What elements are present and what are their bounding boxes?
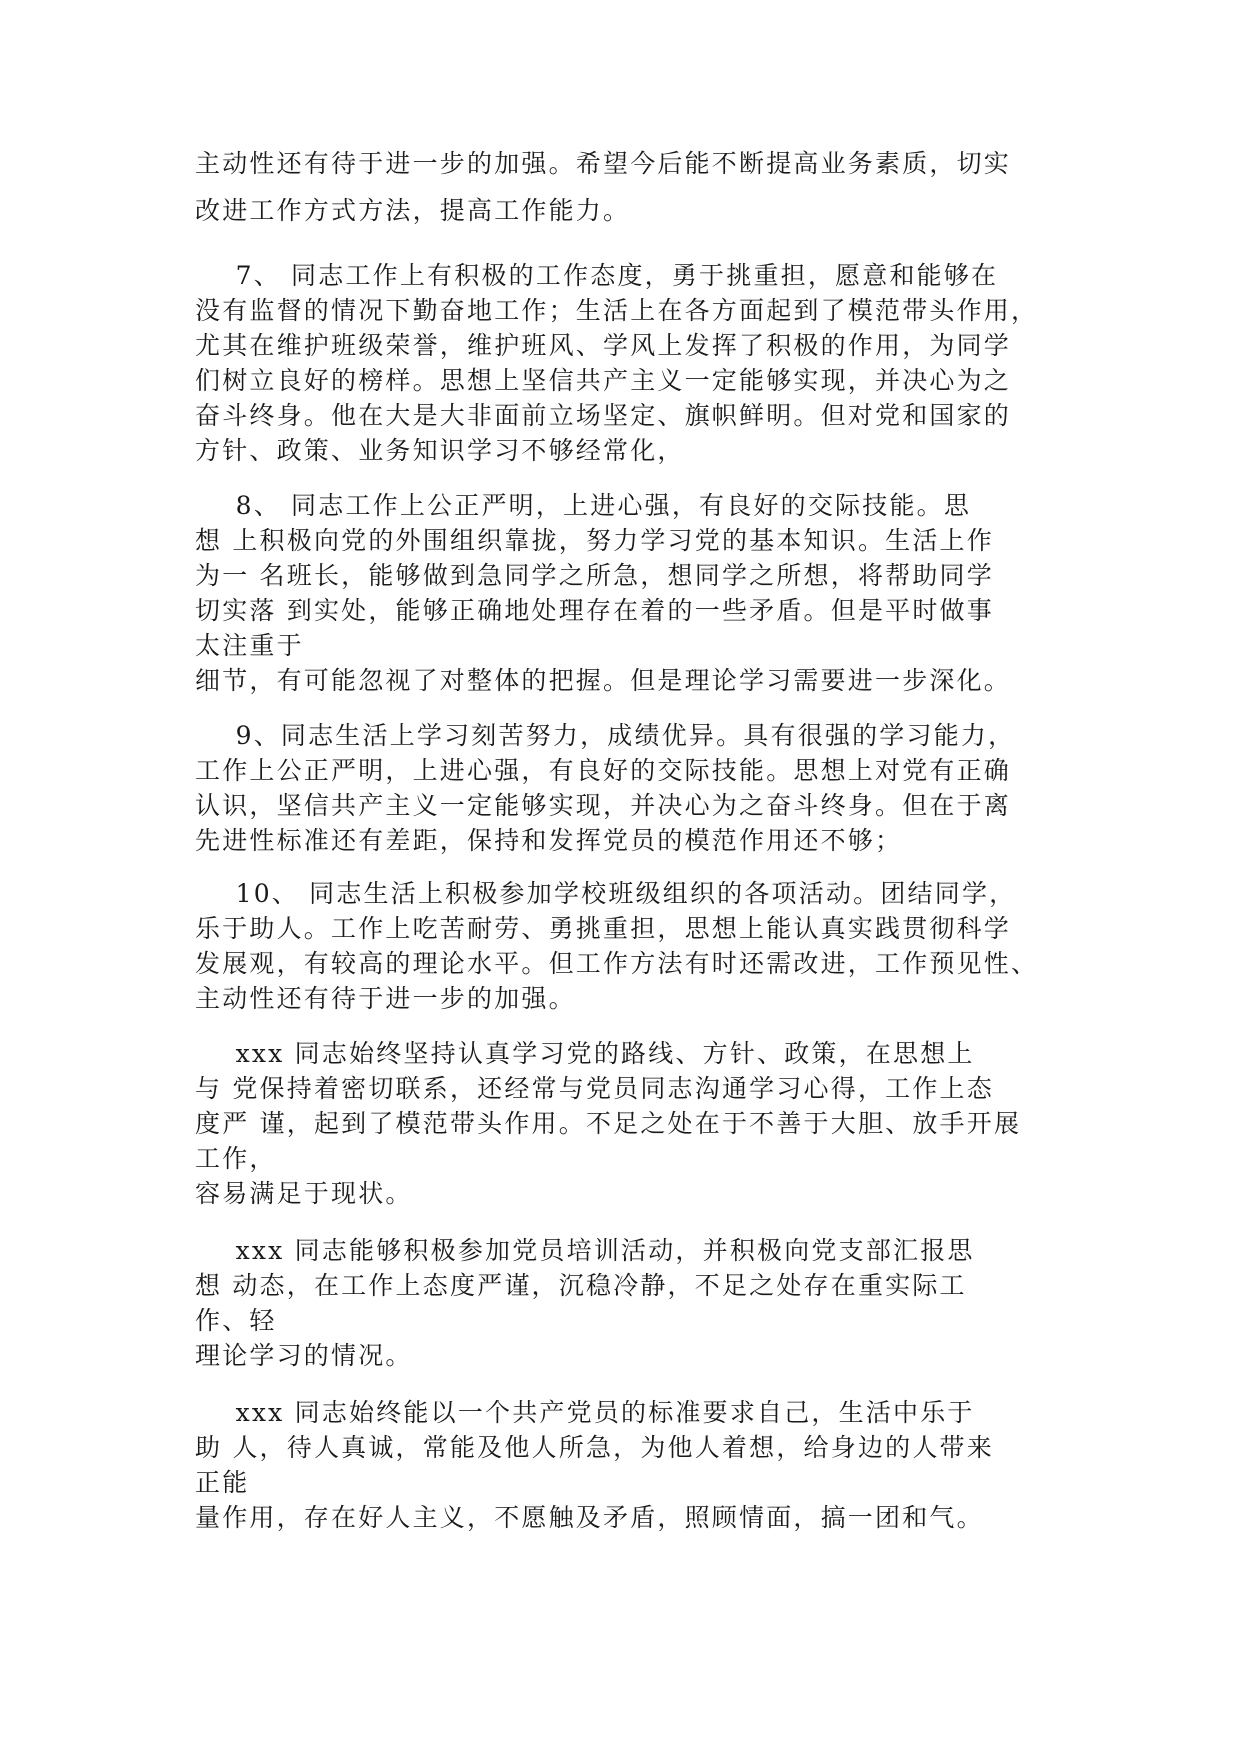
- paragraph-3: [195, 488, 1075, 698]
- text-line: 助 人，待人真诚，常能及他人所急，为他人着想，给身边的人带来: [195, 1433, 994, 1462]
- text-line: 8、 同志工作上公正严明，上进心强，有良好的交际技能。思: [195, 491, 972, 520]
- text-line: 与 党保持着密切联系，还经常与党员同志沟通学习心得，工作上态: [195, 1074, 994, 1103]
- text-line: 度严 谨，起到了模范带头作用。不足之处在于不善于大胆、放手开展: [195, 1109, 1022, 1138]
- text-line: 认识，坚信共产主义一定能够实现，并决心为之奋斗终身。但在于离: [195, 791, 1012, 820]
- text-line: 太注重于: [195, 631, 304, 660]
- paragraph-2: [195, 258, 1075, 468]
- paragraph-8: [195, 1395, 1075, 1535]
- text-line: 容易满足于现状。: [195, 1179, 413, 1208]
- text-line: 作、轻: [195, 1306, 277, 1335]
- text-line: 7、 同志工作上有积极的工作态度，勇于挑重担，愿意和能够在: [195, 261, 999, 290]
- text-line: 发展观，有较高的理论水平。但工作方法有时还需改进，工作预见性、: [195, 949, 1039, 978]
- text-line: 主动性还有待于进一步的加强。: [195, 984, 576, 1013]
- text-line: 10、 同志生活上积极参加学校班级组织的各项活动。团结同学，: [195, 879, 1017, 908]
- paragraph-1: [195, 146, 1075, 228]
- text-line: 没有监督的情况下勤奋地工作；生活上在各方面起到了模范带头作用，: [195, 296, 1039, 325]
- text-line: 尤其在维护班级荣誉，维护班风、学风上发挥了积极的作用，为同学: [195, 331, 1012, 360]
- text-line: 们树立良好的榜样。思想上坚信共产主义一定能够实现，并决心为之: [195, 366, 1012, 395]
- paragraph-7: [195, 1233, 1075, 1373]
- text-line: xxx 同志能够积极参加党员培训活动，并积极向党支部汇报思: [195, 1236, 975, 1265]
- text-line: xxx 同志始终能以一个共产党员的标准要求自己，生活中乐于: [195, 1398, 975, 1427]
- paragraph-6: [195, 1036, 1075, 1211]
- text-line: 9、同志生活上学习刻苦努力，成绩优异。具有很强的学习能力，: [195, 721, 1016, 750]
- paragraph-5: [195, 876, 1075, 1016]
- text-line: 为一 名班长，能够做到急同学之所急，想同学之所想，将帮助同学: [195, 561, 994, 590]
- document-body: [195, 146, 1075, 1535]
- text-line: 乐于助人。工作上吃苦耐劳、勇挑重担，思想上能认真实践贯彻科学: [195, 914, 1012, 943]
- text-line: 改进工作方式方法，提高工作能力。: [195, 196, 631, 225]
- text-line: 想 动态，在工作上态度严谨，沉稳冷静，不足之处存在重实际工: [195, 1271, 967, 1300]
- text-line: 主动性还有待于进一步的加强。希望今后能不断提高业务素质，切实: [195, 149, 1012, 178]
- text-line: 先进性标准还有差距，保持和发挥党员的模范作用还不够；: [195, 826, 903, 855]
- text-line: 切实落 到实处，能够正确地处理存在着的一些矛盾。但是平时做事: [195, 596, 994, 625]
- text-line: 奋斗终身。他在大是大非面前立场坚定、旗帜鲜明。但对党和国家的: [195, 401, 1012, 430]
- text-line: 工作上公正严明，上进心强，有良好的交际技能。思想上对党有正确: [195, 756, 1012, 785]
- text-line: 理论学习的情况。: [195, 1341, 413, 1370]
- text-line: 细节，有可能忽视了对整体的把握。但是理论学习需要进一步深化。: [195, 666, 1012, 695]
- text-line: 工作，: [195, 1144, 277, 1173]
- text-line: 量作用，存在好人主义，不愿触及矛盾，照顾情面，搞一团和气。: [195, 1503, 984, 1532]
- text-line: 方针、政策、业务知识学习不够经常化，: [195, 436, 685, 465]
- text-line: 正能: [195, 1468, 250, 1497]
- text-line: xxx 同志始终坚持认真学习党的路线、方针、政策，在思想上: [195, 1039, 975, 1068]
- paragraph-4: [195, 718, 1075, 858]
- text-line: 想 上积极向党的外围组织靠拢，努力学习党的基本知识。生活上作: [195, 526, 994, 555]
